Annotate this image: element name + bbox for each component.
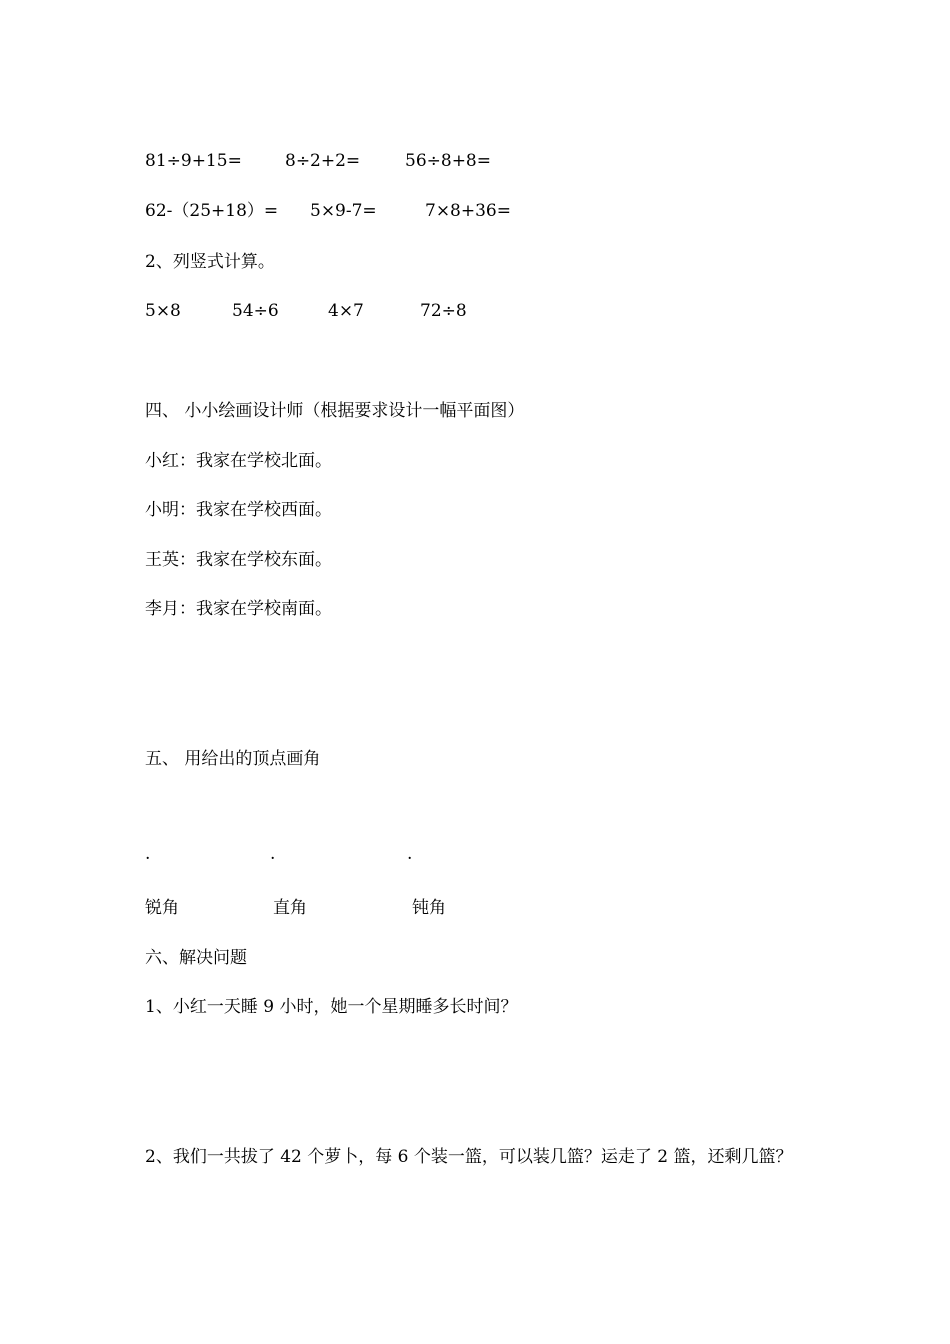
vertex-dot: . xyxy=(407,844,413,864)
calc-item: 56÷8+8= xyxy=(405,151,491,171)
statement-xiaohong: 小红：我家在学校北面。 xyxy=(145,451,332,471)
problem-2: 2、我们一共拔了 42 个萝卜，每 6 个装一篮，可以装几篮？运走了 2 篮，还剩几篮？ xyxy=(145,1147,793,1167)
section-2-title: 2、列竖式计算。 xyxy=(145,252,275,272)
angle-label-acute: 锐角 xyxy=(145,898,179,918)
vertical-calc-item: 72÷8 xyxy=(420,301,467,321)
calc-item: 7×8+36= xyxy=(425,201,511,221)
angle-label-right: 直角 xyxy=(273,898,307,918)
calc-item: 81÷9+15= xyxy=(145,151,242,171)
vertical-calc-item: 4×7 xyxy=(328,301,364,321)
section-5-title: 五、 用给出的顶点画角 xyxy=(145,749,321,769)
vertical-calc-item: 5×8 xyxy=(145,301,181,321)
statement-liyue: 李月：我家在学校南面。 xyxy=(145,599,332,619)
vertex-dot: . xyxy=(145,844,151,864)
section-4-title: 四、 小小绘画设计师（根据要求设计一幅平面图） xyxy=(145,401,525,421)
section-6-title: 六、解决问题 xyxy=(145,948,247,968)
statement-xiaoming: 小明：我家在学校西面。 xyxy=(145,500,332,520)
vertical-calc-item: 54÷6 xyxy=(232,301,279,321)
calc-item: 8÷2+2= xyxy=(285,151,361,171)
problem-1: 1、小红一天睡 9 小时，她一个星期睡多长时间？ xyxy=(145,997,518,1017)
vertex-dot: . xyxy=(270,844,276,864)
angle-label-obtuse: 钝角 xyxy=(412,898,446,918)
calc-item: 62-（25+18）= xyxy=(145,201,279,221)
calc-item: 5×9-7= xyxy=(310,201,377,221)
statement-wangying: 王英：我家在学校东面。 xyxy=(145,550,332,570)
